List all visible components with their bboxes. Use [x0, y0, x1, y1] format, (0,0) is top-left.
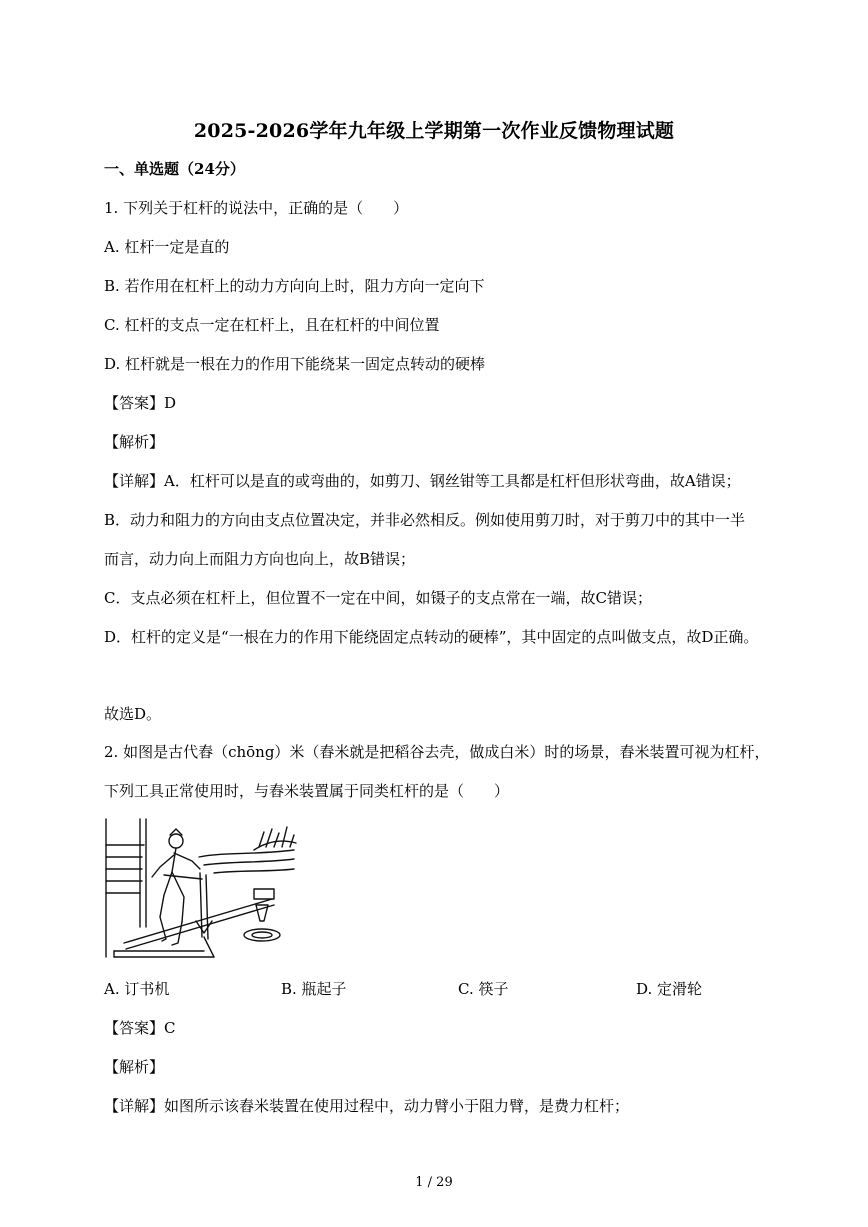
q2-analysis-label: 【解析】 — [104, 1058, 165, 1076]
q2-stem: 2. 如图是古代舂（chōng）米（舂米就是把稻谷去壳，做成白米）时的场景，舂米装置可视为杠杆， — [104, 743, 770, 761]
q2-option-d: D. 定滑轮 — [636, 980, 703, 998]
section-heading: 一、单选题（24分） — [104, 160, 245, 178]
q1-detail-line: 【详解】A．杠杆可以是直的或弯曲的，如剪刀、钢丝钳等工具都是杠杆但形状弯曲，故A错误； — [104, 472, 741, 490]
q1-choice: 故选D。 — [104, 705, 162, 723]
q2-option-b: B. 瓶起子 — [281, 980, 347, 998]
exam-title: 2025-2026学年九年级上学期第一次作业反馈物理试题 — [193, 120, 675, 142]
q1-option-d: D. 杠杆就是一根在力的作用下能绕某一固定点转动的硬棒 — [104, 355, 486, 373]
q2-option-a: A. 订书机 — [104, 980, 170, 998]
q2-answer: 【答案】C — [104, 1019, 176, 1037]
q1-detail-line: B．动力和阻力的方向由支点位置决定，并非必然相反。例如使用剪刀时，对于剪刀中的其中一半 — [104, 511, 746, 529]
q1-option-c: C. 杠杆的支点一定在杠杆上，且在杠杆的中间位置 — [104, 316, 440, 334]
q1-option-a: A. 杠杆一定是直的 — [104, 238, 230, 256]
q1-detail-line: C．支点必须在杠杆上，但位置不一定在中间，如镊子的支点常在一端，故C错误； — [104, 589, 652, 607]
q2-option-c: C. 筷子 — [458, 980, 509, 998]
q1-option-b: B. 若作用在杠杆上的动力方向向上时，阻力方向一定向下 — [104, 277, 485, 295]
rice-pounding-illustration — [104, 817, 300, 961]
q2-stem: 下列工具正常使用时，与舂米装置属于同类杠杆的是（ ） — [104, 782, 510, 800]
page-number: 1 / 29 — [415, 1175, 453, 1190]
q1-detail-line: D．杠杆的定义是“一根在力的作用下能绕固定点转动的硬棒”，其中固定的点叫做支点，故D正确。 — [104, 628, 759, 646]
q1-stem: 1. 下列关于杠杆的说法中，正确的是（ ） — [104, 199, 409, 217]
q1-answer: 【答案】D — [104, 394, 177, 412]
q1-analysis-label: 【解析】 — [104, 433, 165, 451]
q1-detail-line: 而言，动力向上而阻力方向也向上，故B错误； — [104, 550, 416, 568]
q2-detail-line: 【详解】如图所示该舂米装置在使用过程中，动力臂小于阻力臂，是费力杠杆； — [104, 1097, 630, 1115]
